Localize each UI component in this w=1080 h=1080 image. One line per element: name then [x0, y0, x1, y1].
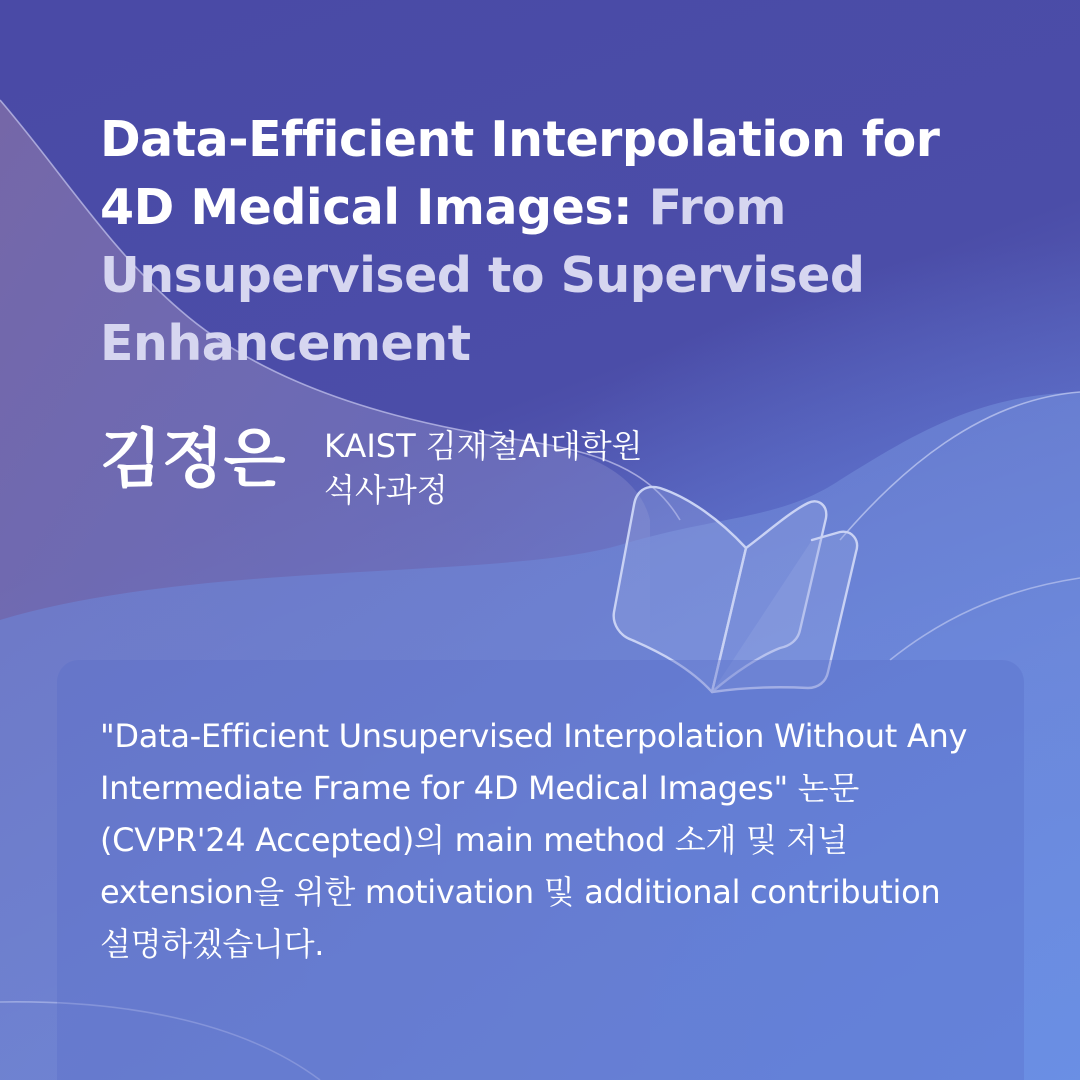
affiliation-line-2: 석사과정 — [324, 471, 448, 509]
affiliation-line-1: KAIST 김재철AI대학원 — [324, 427, 643, 465]
talk-title — [100, 106, 960, 378]
title-secondary: From Unsupervised to Supervised Enhancement — [100, 179, 865, 372]
speaker-name: 김정은 — [100, 423, 286, 497]
abstract-text: "Data-Efficient Unsupervised Interpolation Without Any Intermediate Frame for 4D Medical Images" 논문(CVPR'24 Accepted)의 main method 소개 및 저널 extension을 위한 motivation 및 additional contribution 설명하겠습니다. — [100, 717, 968, 963]
speaker-affiliation — [324, 424, 643, 512]
title-primary: Data-Efficient Interpolation for 4D Medical Images: — [100, 111, 940, 236]
